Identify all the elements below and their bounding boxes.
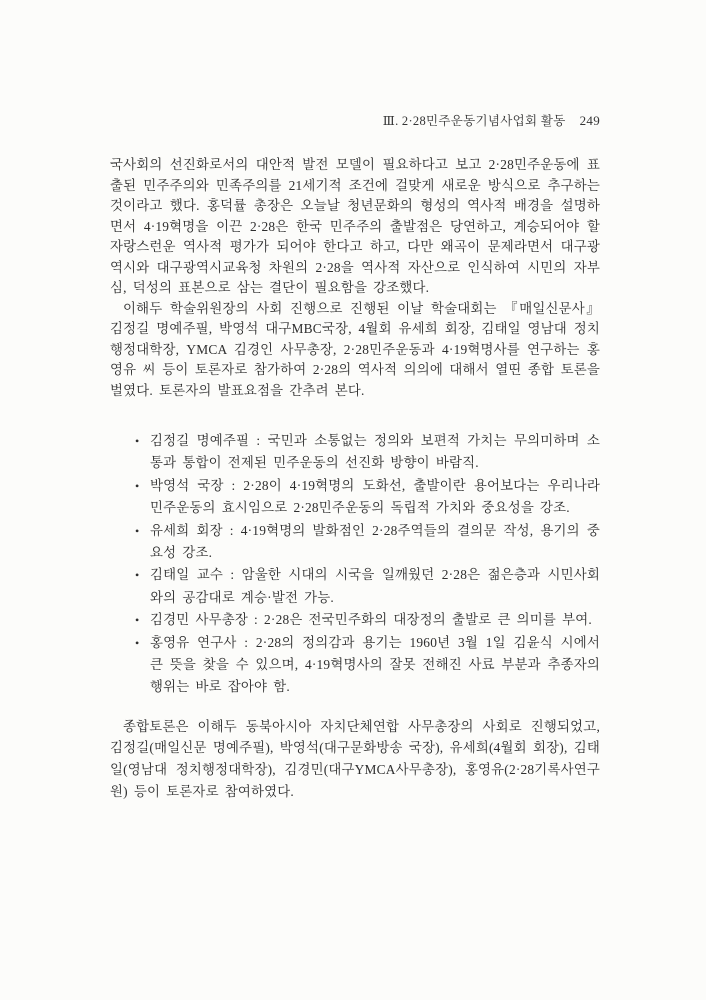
body-paragraph-2: 이해두 학술위원장의 사회 진행으로 진행된 이날 학술대회는 『매일신문사』 김정길 명예주필, 박영석 대구MBC국장, 4월회 유세희 회장, 김태일 영남대 정치행정대학장, YMCA 김경인 사무총장, 2·28민주운동과 4·19혁명사를 연구하는 홍영유 씨 등이 토론자로 참가하여 2·28의 역사적 의의에 대해서 열띤 종합 토론을 벌였다. 토론자의 발표요점을 간추려 본다. [110, 300, 600, 398]
list-item-text: 김경민 사무총장 : 2·28은 전국민주화의 대장정의 출발로 큰 의미를 부여. [150, 612, 592, 628]
bullet-icon: • [135, 568, 140, 583]
list-item [135, 475, 600, 520]
running-header [110, 114, 600, 128]
list-item-text: 유세희 회장 : 4·19혁명의 발화점인 2·28주역들의 결의문 작성, 용기의 중요성 강조. [150, 522, 600, 561]
chapter-title: Ⅲ. 2·28민주운동기념사업회 활동 [382, 114, 566, 128]
list-item [135, 632, 600, 699]
page-number: 249 [579, 113, 600, 128]
list-item-text: 김정길 명예주필 : 국민과 소통없는 정의와 보편적 가치는 무의미하며 소통과 통합이 전제된 민주운동의 선진화 방향이 바람직. [150, 433, 600, 471]
bullet-icon: • [135, 613, 140, 628]
bullet-icon: • [135, 523, 140, 538]
list-item [135, 520, 600, 565]
list-item [135, 430, 600, 475]
body-paragraph-1: 국사회의 선진화로서의 대안적 발전 모델이 필요하다고 보고 2·28민주운동에 표출된 민주주의와 민족주의를 21세기적 조건에 걸맞게 새로운 방식으로 추구하는 것이라고 했다. 홍덕률 총장은 오늘날 청년문화의 형성의 역사적 배경을 설명하면서 4·19혁명을 이끈 2·28은 한국 민주주의 출발점은 당연하고, 계승되어야 할 자랑스런운 역사적 평가가 되어야 한다고 하고, 다만 왜곡이 문제라면서 대구광역시와 대구광역시교육청 차원의 2·28을 역사적 자산으로 인식하여 시민의 자부심, 덕성의 표본으로 삼는 결단이 필요함을 강조했다. [110, 157, 600, 295]
list-item [135, 564, 600, 609]
bullet-icon: • [135, 478, 140, 493]
list-item [135, 609, 600, 631]
discussion-points-list [135, 430, 600, 699]
list-item-text: 홍영유 연구사 : 2·28의 정의감과 용기는 1960년 3월 1일 김윤식 시에서 큰 뜻을 찾을 수 있으며, 4·19혁명사의 잘못 전해진 사료 부분과 추종자의 행위는 바로 잡아야 함. [150, 634, 600, 695]
list-item-text: 박영석 국장 : 2·28이 4·19혁명의 도화선, 출발이란 용어보다는 우리나라 민주운동의 효시임으로 2·28민주운동의 독립적 가치와 중요성을 강조. [150, 477, 600, 516]
bullet-icon: • [135, 434, 140, 448]
list-item-text: 김태일 교수 : 암울한 시대의 시국을 일깨웠던 2·28은 젊은층과 시민사회와의 공감대로 계승·발전 가능. [150, 567, 600, 605]
bullet-icon: • [135, 635, 140, 650]
closing-paragraph: 종합토론은 이해두 동북아시아 자치단체연합 사무총장의 사회로 진행되었고, 김정길(매일신문 명예주필), 박영석(대구문화방송 국장), 유세희(4월회 회장), 김태일(영남대 정치행정대학장), 김경민(대구YMCA사무총장), 홍영유(2·28기록사연구원) 등이 토론자로 참여하였다. [110, 718, 600, 799]
